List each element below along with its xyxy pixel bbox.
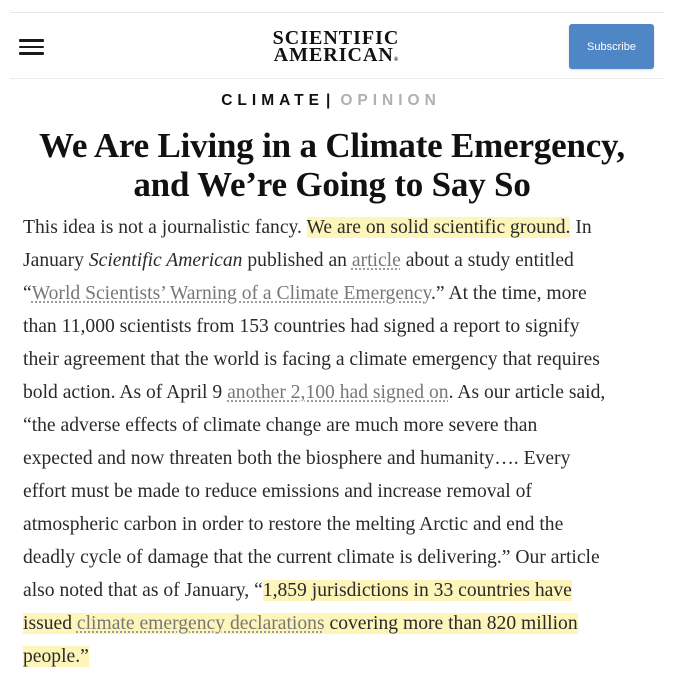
body-line (23, 244, 673, 277)
logo-line-1: SCIENTIFIC (272, 27, 400, 49)
highlighted-text: We are on solid scientific ground. (306, 217, 571, 238)
body-text: .” At the time, more (431, 283, 587, 304)
body-text: . As our article said, (448, 382, 606, 403)
study-title-link[interactable]: World Scientists’ Warning of a Climate Emergency (31, 283, 432, 304)
publication-name: Scientific American (88, 250, 243, 271)
body-line: atmospheric carbon in order to restore the melting Arctic and end the (23, 514, 564, 535)
menu-bar-icon (19, 39, 44, 42)
section-label: OPINION (340, 92, 441, 109)
article-link[interactable]: article (351, 250, 401, 271)
highlighted-text: 1,859 jurisdictions in 33 countries have (262, 580, 572, 601)
site-logo[interactable] (250, 27, 422, 69)
highlighted-fragment: covering more than 820 million (324, 613, 578, 634)
hamburger-menu-icon[interactable] (19, 39, 44, 55)
logo-line-2-text: AMERICAN (273, 44, 394, 66)
logo-registered-mark: ® (393, 57, 399, 63)
declarations-link[interactable]: climate emergency declarations (76, 613, 325, 634)
body-text: published an (242, 250, 352, 271)
signatories-link[interactable]: another 2,100 had signed on (227, 382, 449, 403)
article-rubric (0, 92, 662, 110)
body-line: than 11,000 scientists from 153 countries had signed a report to signify (23, 316, 580, 337)
body-text: In (570, 217, 592, 238)
body-text: also noted that as of January, “ (23, 580, 263, 601)
body-line (23, 211, 673, 244)
article-headline (0, 126, 664, 204)
body-line: their agreement that the world is facing a climate emergency that requires (23, 349, 600, 370)
header-divider (10, 78, 664, 79)
body-text: about a study entitled (400, 250, 574, 271)
highlighted-text: people.” (23, 646, 89, 667)
body-line (23, 607, 673, 640)
body-text: “ (23, 283, 32, 304)
body-line: deadly cycle of damage that the current climate is delivering.” Our article (23, 547, 600, 568)
highlighted-text (23, 613, 578, 634)
subscribe-button[interactable]: Subscribe (569, 24, 654, 69)
article-body (23, 211, 673, 673)
body-text: January (23, 250, 89, 271)
site-header (0, 13, 678, 78)
body-line: effort must be made to reduce emissions and increase removal of (23, 481, 532, 502)
headline-line-2: and We’re Going to Say So (133, 165, 531, 204)
menu-bar-icon (19, 52, 44, 55)
body-line (23, 376, 673, 409)
body-text: bold action. As of April 9 (23, 382, 228, 403)
body-line (23, 640, 673, 673)
body-line (23, 277, 673, 310)
menu-bar-icon (19, 46, 44, 49)
body-line (23, 574, 673, 607)
rubric-separator: | (325, 92, 331, 109)
body-line: expected and now threaten both the biosphere and humanity…. Every (23, 448, 571, 469)
body-line: “the adverse effects of climate change are much more severe than (23, 415, 538, 436)
body-text: This idea is not a journalistic fancy. (23, 217, 307, 238)
headline-line-1: We Are Living in a Climate Emergency, (39, 126, 625, 165)
logo-line-2 (250, 44, 422, 69)
highlighted-fragment: issued (23, 613, 77, 634)
category-link[interactable]: CLIMATE (221, 92, 324, 109)
